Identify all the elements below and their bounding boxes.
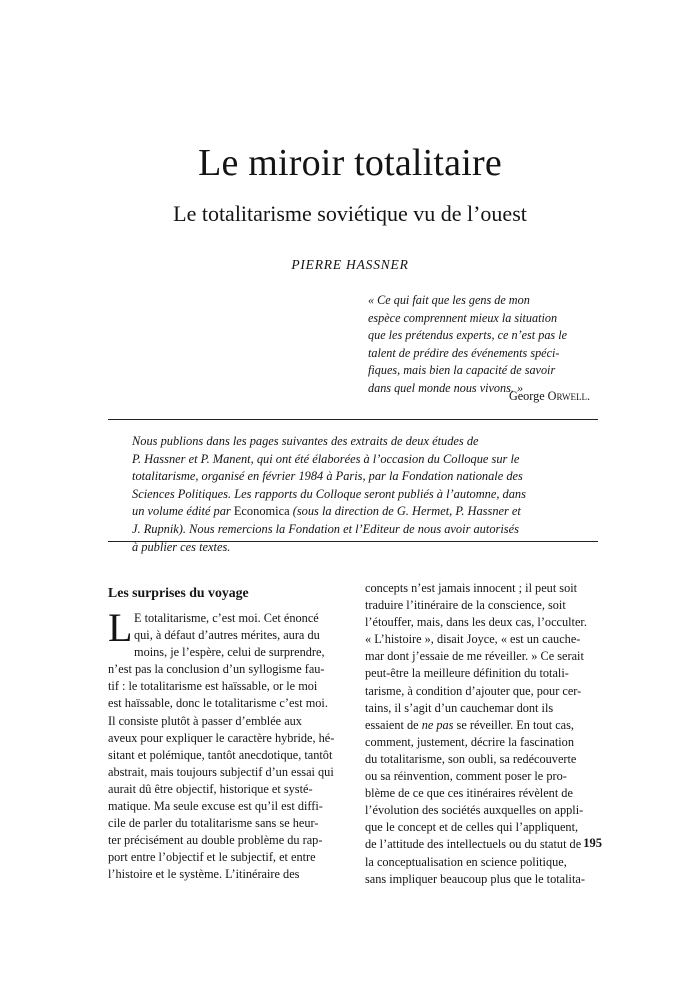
text-line: peut-être la meilleure définition du totali- xyxy=(365,666,569,681)
text-line: du totalitarisme, son oubli, sa redécouverte xyxy=(365,751,577,766)
epigraph-attribution-last: Orwell. xyxy=(547,389,590,403)
epigraph-line: fiques, mais bien la capacité de savoir xyxy=(368,363,556,378)
text-line: blème de ce que ces itinéraires révèlent de xyxy=(365,786,573,801)
editorial-intro xyxy=(132,433,580,556)
page-number: 195 xyxy=(583,836,602,850)
intro-line: totalitarisme, organisé en février 1984 à Paris, par la Fondation nationale des xyxy=(132,469,523,484)
intro-line: J. Rupnik). Nous remercions la Fondation et l’Editeur de nous avoir autorisés xyxy=(132,521,519,536)
column-left xyxy=(108,580,346,884)
text-line: ter précisément au double problème du rap- xyxy=(108,833,323,848)
intro-line: Sciences Politiques. Les rapports du Colloque seront publiés à l’automne, dans xyxy=(132,486,526,501)
text-line: ou sa réinvention, comment poser le pro- xyxy=(365,769,567,784)
text-line: « L’histoire », disait Joyce, « est un cauche- xyxy=(365,632,581,647)
text-line: aveux pour expliquer le caractère hybride, hé- xyxy=(108,730,335,745)
intro-line: P. Hassner et P. Manent, qui ont été élaborées à l’occasion du Colloque sur le xyxy=(132,451,520,466)
publisher-name: Economica xyxy=(233,504,290,519)
text-line: comment, justement, décrire la fascination xyxy=(365,734,574,749)
text-line: tains, il s’agit d’un cauchemar dont ils xyxy=(365,700,554,715)
text-line: Il consiste plutôt à passer d’emblée aux xyxy=(108,713,302,728)
epigraph-line: talent de prédire des événements spéci- xyxy=(368,345,560,360)
epigraph-line: que les prétendus experts, ce n’est pas le xyxy=(368,328,568,343)
text-line: aurait dû être objectif, historique et systé- xyxy=(108,781,313,796)
text-line: concepts n’est jamais innocent ; il peut soit xyxy=(365,581,578,595)
drop-cap: L xyxy=(108,605,133,650)
text-line-part: se réveiller. En tout cas, xyxy=(453,717,574,732)
column-right xyxy=(365,580,601,888)
text-line: que le concept et de celles qui l’appliquent, xyxy=(365,820,579,835)
text-line: la conceptualisation en science politique, xyxy=(365,854,567,869)
text-line: tarisme, à condition d’ajouter que, pour cer- xyxy=(365,683,582,698)
text-line xyxy=(365,717,601,734)
epigraph-line: dans quel monde nous vivons. » xyxy=(368,380,524,395)
text-line: abstrait, mais toujours subjectif d’un essai qui xyxy=(108,764,334,779)
text-line: moins, je l’espère, celui de surprendre, xyxy=(134,645,325,660)
epigraph-attribution-first: George xyxy=(508,389,545,403)
text-line: l’histoire et le système. L’itinéraire des xyxy=(108,867,300,882)
text-line: sans impliquer beaucoup plus que le totalita- xyxy=(365,871,585,886)
section-heading: Les surprises du voyage xyxy=(108,585,249,600)
text-line-part: essaient de xyxy=(365,717,422,732)
text-line: l’étouffer, mais, dans les deux cas, l’occulter. xyxy=(365,615,587,630)
text-line: l’évolution des sociétés auxquelles on appli- xyxy=(365,803,584,818)
epigraph xyxy=(368,292,590,398)
intro-line: à publier ces textes. xyxy=(132,539,231,554)
text-line: est haïssable, donc le totalitarisme c’est moi. xyxy=(108,696,328,711)
text-line: port entre l’objectif et le subjectif, et entre xyxy=(108,850,316,865)
first-paragraph xyxy=(108,605,346,884)
intro-line-part: (sous la direction de G. Hermet, P. Hassner et xyxy=(292,504,521,519)
intro-line xyxy=(132,503,580,521)
emphasis-text: ne pas xyxy=(421,717,454,732)
top-divider xyxy=(108,419,598,420)
epigraph-line: espèce comprennent mieux la situation xyxy=(368,310,558,325)
epigraph-line: « Ce qui fait que les gens de mon xyxy=(368,293,530,307)
article-subtitle: Le totalitarisme soviétique vu de l’ouest xyxy=(173,201,527,226)
text-line: tif : le totalitarisme est haïssable, or le moi xyxy=(108,679,318,694)
intro-line: Nous publions dans les pages suivantes des extraits de deux études de xyxy=(132,434,479,448)
intro-line-part: un volume édité par xyxy=(132,504,234,519)
text-line: n’est pas la conclusion d’un syllogisme fau- xyxy=(108,662,325,677)
text-line: traduire l’itinéraire de la conscience, soit xyxy=(365,598,566,613)
bottom-divider xyxy=(108,541,598,542)
text-line: mar dont j’essaie de me réveiller. » Ce serait xyxy=(365,649,584,664)
text-line: matique. Ma seule excuse est qu’il est diffi- xyxy=(108,799,323,814)
text-line: de l’attitude des intellectuels ou du statut de xyxy=(365,837,582,852)
article-title: Le miroir totalitaire xyxy=(198,142,502,184)
text-line: cile de parler du totalitarisme sans se heur- xyxy=(108,816,319,831)
text-line: sitant et polémique, tantôt anecdotique, tantôt xyxy=(108,747,333,762)
text-line: qui, à défaut d’autres mérites, aura du xyxy=(134,628,320,643)
epigraph-attribution xyxy=(368,388,590,404)
author-name: PIERRE HASSNER xyxy=(291,257,409,272)
text-line: E totalitarisme, c’est moi. Cet énoncé xyxy=(134,611,319,625)
